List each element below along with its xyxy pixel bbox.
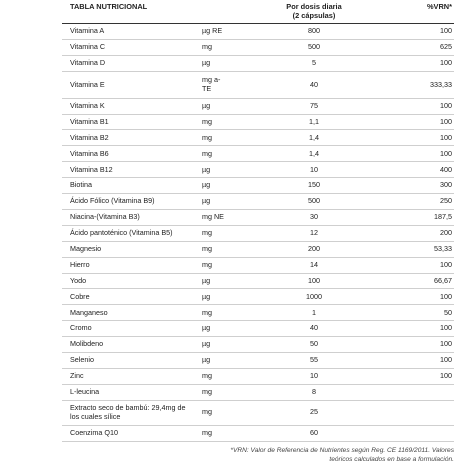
nutrient-dose: 1,4 xyxy=(266,130,362,146)
nutrient-name: Cromo xyxy=(62,321,200,337)
nutrient-name: Vitamina C xyxy=(62,39,200,55)
nutrient-dose: 8 xyxy=(266,384,362,400)
nutrient-vrn xyxy=(362,425,454,441)
nutrient-vrn: 100 xyxy=(362,98,454,114)
nutrient-dose: 10 xyxy=(266,368,362,384)
nutrient-name: Hierro xyxy=(62,257,200,273)
nutrient-dose: 500 xyxy=(266,194,362,210)
nutrient-vrn: 66,67 xyxy=(362,273,454,289)
table-row xyxy=(62,71,454,98)
table-row xyxy=(62,289,454,305)
nutrient-unit: µg xyxy=(200,178,266,194)
nutrient-name: Vitamina A xyxy=(62,24,200,40)
table-row xyxy=(62,98,454,114)
nutrient-dose: 500 xyxy=(266,39,362,55)
nutrient-unit: mg xyxy=(200,39,266,55)
table-row xyxy=(62,273,454,289)
nutrient-unit: mg xyxy=(200,425,266,441)
nutrient-unit: mg xyxy=(200,257,266,273)
nutrient-dose: 25 xyxy=(266,400,362,425)
header-vrn: %VRN* xyxy=(362,0,454,24)
nutrient-name: Manganeso xyxy=(62,305,200,321)
nutrient-dose: 1,4 xyxy=(266,146,362,162)
nutrient-dose: 30 xyxy=(266,209,362,225)
nutrient-dose: 50 xyxy=(266,337,362,353)
header-nutrient: TABLA NUTRICIONAL xyxy=(62,0,200,24)
nutrient-vrn xyxy=(362,400,454,425)
nutrient-unit: µg xyxy=(200,337,266,353)
table-row xyxy=(62,39,454,55)
table-row xyxy=(62,337,454,353)
nutrient-vrn: 100 xyxy=(362,289,454,305)
nutrient-name: Zinc xyxy=(62,368,200,384)
nutrient-name: Vitamina B12 xyxy=(62,162,200,178)
nutrient-name: Vitamina B6 xyxy=(62,146,200,162)
table-row xyxy=(62,257,454,273)
nutrient-vrn: 100 xyxy=(362,368,454,384)
nutrient-dose: 1,1 xyxy=(266,114,362,130)
nutrient-unit: mg xyxy=(200,241,266,257)
nutrient-unit: µg xyxy=(200,273,266,289)
table-row xyxy=(62,225,454,241)
nutrient-name: Coenzima Q10 xyxy=(62,425,200,441)
nutrient-dose: 1 xyxy=(266,305,362,321)
table-row xyxy=(62,162,454,178)
nutrient-vrn: 100 xyxy=(362,257,454,273)
table-row xyxy=(62,178,454,194)
nutrient-vrn: 625 xyxy=(362,39,454,55)
table-row xyxy=(62,55,454,71)
nutrient-name: L-leucina xyxy=(62,384,200,400)
table-row xyxy=(62,305,454,321)
nutrient-vrn: 100 xyxy=(362,130,454,146)
nutrient-unit: mg xyxy=(200,146,266,162)
nutrient-vrn: 200 xyxy=(362,225,454,241)
nutrient-name: Vitamina B2 xyxy=(62,130,200,146)
nutrient-vrn: 250 xyxy=(362,194,454,210)
nutrient-dose: 150 xyxy=(266,178,362,194)
header-unit xyxy=(200,0,266,24)
nutrient-vrn: 50 xyxy=(362,305,454,321)
nutrient-unit: µg RE xyxy=(200,24,266,40)
nutrient-dose: 55 xyxy=(266,352,362,368)
nutrient-unit: µg xyxy=(200,162,266,178)
nutrient-vrn: 333,33 xyxy=(362,71,454,98)
nutrient-vrn: 100 xyxy=(362,321,454,337)
nutrient-vrn: 100 xyxy=(362,114,454,130)
table-row xyxy=(62,352,454,368)
nutrient-dose: 200 xyxy=(266,241,362,257)
nutrient-name: Vitamina K xyxy=(62,98,200,114)
nutrient-dose: 14 xyxy=(266,257,362,273)
table-row xyxy=(62,425,454,441)
nutrient-dose: 60 xyxy=(266,425,362,441)
nutrient-dose: 800 xyxy=(266,24,362,40)
table-row xyxy=(62,130,454,146)
nutrient-dose: 12 xyxy=(266,225,362,241)
nutrient-dose: 40 xyxy=(266,321,362,337)
nutrient-dose: 100 xyxy=(266,273,362,289)
nutrient-name: Selenio xyxy=(62,352,200,368)
nutrient-unit: mg xyxy=(200,384,266,400)
nutrient-unit: mg xyxy=(200,305,266,321)
nutrient-name: Vitamina E xyxy=(62,71,200,98)
table-header-row xyxy=(62,0,454,24)
nutrient-vrn: 300 xyxy=(362,178,454,194)
nutrient-vrn: 53,33 xyxy=(362,241,454,257)
table-row xyxy=(62,114,454,130)
nutrient-vrn: 100 xyxy=(362,337,454,353)
nutrient-name: Vitamina D xyxy=(62,55,200,71)
table-row xyxy=(62,368,454,384)
nutrient-unit: mg xyxy=(200,225,266,241)
nutrient-unit: µg xyxy=(200,289,266,305)
nutrient-unit: mg NE xyxy=(200,209,266,225)
header-daily-dose: Por dosis diaria (2 cápsulas) xyxy=(266,0,362,24)
nutrient-unit: µg xyxy=(200,55,266,71)
nutrient-unit: µg xyxy=(200,98,266,114)
nutrient-dose: 5 xyxy=(266,55,362,71)
table-row xyxy=(62,384,454,400)
nutrient-unit: mg a- TE xyxy=(200,71,266,98)
nutrient-unit: mg xyxy=(200,130,266,146)
nutrient-vrn: 100 xyxy=(362,24,454,40)
nutrient-dose: 75 xyxy=(266,98,362,114)
table-row xyxy=(62,24,454,40)
nutrient-name: Cobre xyxy=(62,289,200,305)
nutrient-vrn: 100 xyxy=(362,352,454,368)
nutrient-vrn: 100 xyxy=(362,146,454,162)
nutrient-name: Yodo xyxy=(62,273,200,289)
nutrient-name: Biotina xyxy=(62,178,200,194)
table-row xyxy=(62,321,454,337)
nutrient-name: Molibdeno xyxy=(62,337,200,353)
nutrient-unit: µg xyxy=(200,321,266,337)
nutrient-unit: mg xyxy=(200,114,266,130)
nutrient-name: Ácido pantoténico (Vitamina B5) xyxy=(62,225,200,241)
nutrient-vrn: 187,5 xyxy=(362,209,454,225)
table-row xyxy=(62,194,454,210)
nutrient-vrn xyxy=(362,384,454,400)
vrn-footnote: *VRN: Valor de Referencia de Nutrientes según Reg. CE 1169/2011. Valores teóricos calculados en base a formulación. xyxy=(230,446,454,464)
nutrient-unit: mg xyxy=(200,368,266,384)
nutrient-dose: 1000 xyxy=(266,289,362,305)
nutrient-name: Niacina-(Vitamina B3) xyxy=(62,209,200,225)
nutrient-name: Vitamina B1 xyxy=(62,114,200,130)
nutrient-name: Extracto seco de bambú: 29,4mg de los cuales sílice xyxy=(62,400,200,425)
nutrient-vrn: 100 xyxy=(362,55,454,71)
table-row xyxy=(62,209,454,225)
table-row xyxy=(62,400,454,425)
nutrient-unit: µg xyxy=(200,194,266,210)
nutrient-name: Ácido Fólico (Vitamina B9) xyxy=(62,194,200,210)
nutrient-vrn: 400 xyxy=(362,162,454,178)
nutrient-unit: µg xyxy=(200,352,266,368)
nutrient-dose: 40 xyxy=(266,71,362,98)
table-row xyxy=(62,241,454,257)
nutrition-table xyxy=(62,0,454,442)
nutrient-name: Magnesio xyxy=(62,241,200,257)
nutrient-unit: mg xyxy=(200,400,266,425)
table-row xyxy=(62,146,454,162)
nutrient-dose: 10 xyxy=(266,162,362,178)
